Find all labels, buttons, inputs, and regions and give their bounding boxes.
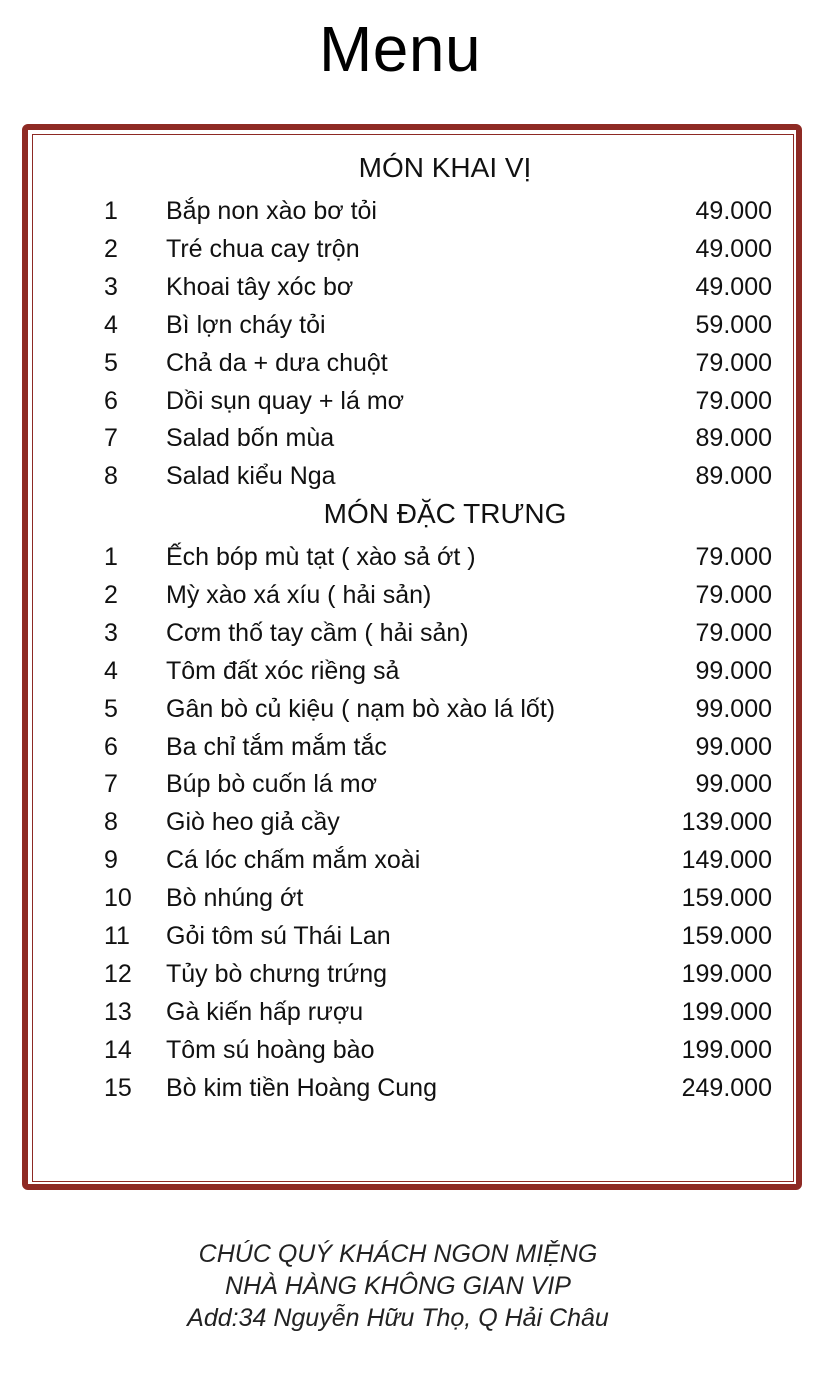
menu-item-row xyxy=(0,269,836,305)
menu-item-number: 1 xyxy=(104,543,118,571)
menu-item-number: 12 xyxy=(104,959,132,988)
menu-item-row xyxy=(0,539,836,575)
menu-item-row xyxy=(0,653,836,689)
menu-item-number: 1 xyxy=(104,197,118,225)
menu-item-price: 159.000 xyxy=(681,922,772,950)
menu-item-name: Ba chỉ tắm mắm tắc xyxy=(166,732,387,761)
menu-item-number: 2 xyxy=(104,234,118,263)
menu-item-name: Dồi sụn quay + lá mơ xyxy=(166,386,405,415)
menu-item-name: Chả da + dưa chuột xyxy=(166,348,388,377)
menu-item-number: 3 xyxy=(104,618,118,647)
menu-item-number: 10 xyxy=(104,884,132,913)
menu-item-price: 99.000 xyxy=(695,656,772,685)
section-heading: MÓN KHAI VỊ xyxy=(358,152,532,183)
menu-item-price: 79.000 xyxy=(695,580,772,609)
menu-item-name: Giò heo giả cầy xyxy=(166,808,340,837)
menu-item-price: 249.000 xyxy=(681,1073,772,1102)
menu-item-row xyxy=(0,231,836,267)
menu-item-row xyxy=(0,1032,836,1068)
menu-item-row xyxy=(0,193,836,229)
menu-item-price: 79.000 xyxy=(695,348,772,377)
menu-item-row xyxy=(0,1070,836,1106)
menu-item-price: 99.000 xyxy=(695,694,772,723)
menu-item-number: 8 xyxy=(104,808,118,837)
menu-item-number: 4 xyxy=(104,310,118,339)
menu-item-row xyxy=(0,766,836,802)
menu-item-row xyxy=(0,383,836,419)
menu-item-name: Tré chua cay trộn xyxy=(166,234,360,263)
menu-item-name: Gỏi tôm sú Thái Lan xyxy=(166,922,391,950)
menu-item-number: 13 xyxy=(104,997,132,1026)
menu-item-price: 49.000 xyxy=(695,234,772,263)
menu-item-price: 199.000 xyxy=(681,997,772,1026)
menu-item-name: Gà kiến hấp rượu xyxy=(166,997,364,1026)
menu-item-name: Salad bốn mùa xyxy=(166,424,335,453)
menu-item-row xyxy=(0,307,836,343)
menu-item-number: 2 xyxy=(104,580,118,609)
menu-item-number: 5 xyxy=(104,348,118,377)
menu-item-row xyxy=(0,956,836,992)
section-heading: MÓN ĐẶC TRƯNG xyxy=(323,498,567,529)
menu-item-number: 6 xyxy=(104,732,118,761)
menu-item-name: Mỳ xào xá xíu ( hải sản) xyxy=(166,580,432,609)
menu-item-name: Cá lóc chấm mắm xoài xyxy=(166,846,421,875)
menu-item-price: 199.000 xyxy=(681,1035,772,1064)
menu-item-row xyxy=(0,458,836,494)
menu-item-number: 6 xyxy=(104,386,118,415)
menu-item-number: 4 xyxy=(104,656,118,685)
menu-item-name: Bắp non xào bơ tỏi xyxy=(166,197,377,225)
menu-item-number: 7 xyxy=(104,770,118,799)
menu-item-row xyxy=(0,804,836,840)
menu-item-name: Gân bò củ kiệu ( nạm bò xào lá lốt) xyxy=(166,694,556,723)
menu-item-price: 79.000 xyxy=(695,543,772,571)
page-title: Menu xyxy=(318,13,482,85)
menu-item-name: Salad kiểu Nga xyxy=(166,462,336,491)
menu-item-price: 59.000 xyxy=(695,310,772,339)
menu-item-row xyxy=(0,842,836,878)
menu-item-number: 15 xyxy=(104,1073,132,1102)
menu-item-number: 7 xyxy=(104,424,118,453)
menu-item-name: Tủy bò chưng trứng xyxy=(166,959,388,988)
menu-item-row xyxy=(0,577,836,613)
menu-item-number: 8 xyxy=(104,462,118,491)
menu-item-row xyxy=(0,729,836,765)
footer-address: Add:34 Nguyễn Hữu Thọ, Q Hải Châu xyxy=(187,1304,609,1332)
menu-item-number: 14 xyxy=(104,1035,132,1064)
menu-item-name: Khoai tây xóc bơ xyxy=(166,272,354,301)
footer-greeting: CHÚC QUÝ KHÁCH NGON MIỆNG xyxy=(198,1240,598,1268)
menu-item-name: Bò kim tiền Hoàng Cung xyxy=(166,1073,437,1102)
menu-item-row xyxy=(0,880,836,916)
menu-item-price: 49.000 xyxy=(695,272,772,301)
menu-item-price: 49.000 xyxy=(695,197,772,225)
menu-item-row xyxy=(0,918,836,954)
menu-item-name: Tôm đất xóc riềng sả xyxy=(166,656,400,685)
menu-item-name: Bò nhúng ớt xyxy=(166,884,304,913)
menu-item-price: 89.000 xyxy=(695,462,772,491)
menu-item-number: 9 xyxy=(104,846,118,875)
menu-item-name: Tôm sú hoàng bào xyxy=(166,1035,375,1064)
menu-item-number: 11 xyxy=(104,922,130,950)
menu-item-price: 149.000 xyxy=(681,846,772,875)
menu-item-price: 99.000 xyxy=(695,770,772,799)
menu-item-row xyxy=(0,691,836,727)
menu-item-number: 3 xyxy=(104,272,118,301)
menu-item-number: 5 xyxy=(104,694,118,723)
menu-item-price: 139.000 xyxy=(681,808,772,837)
menu-item-row xyxy=(0,420,836,456)
menu-item-price: 99.000 xyxy=(695,732,772,761)
menu-item-name: Búp bò cuốn lá mơ xyxy=(166,770,377,799)
menu-item-name: Bì lợn cháy tỏi xyxy=(166,310,326,339)
menu-item-row xyxy=(0,994,836,1030)
menu-item-price: 89.000 xyxy=(695,424,772,453)
menu-item-price: 79.000 xyxy=(695,386,772,415)
footer-restaurant-name: NHÀ HÀNG KHÔNG GIAN VIP xyxy=(225,1272,571,1300)
menu-item-row xyxy=(0,615,836,651)
menu-item-price: 199.000 xyxy=(681,959,772,988)
menu-item-name: Ếch bóp mù tạt ( xào sả ớt ) xyxy=(166,543,476,571)
menu-item-price: 159.000 xyxy=(681,884,772,913)
menu-item-row xyxy=(0,345,836,381)
menu-item-price: 79.000 xyxy=(695,618,772,647)
menu-item-name: Cơm thố tay cầm ( hải sản) xyxy=(166,618,469,647)
